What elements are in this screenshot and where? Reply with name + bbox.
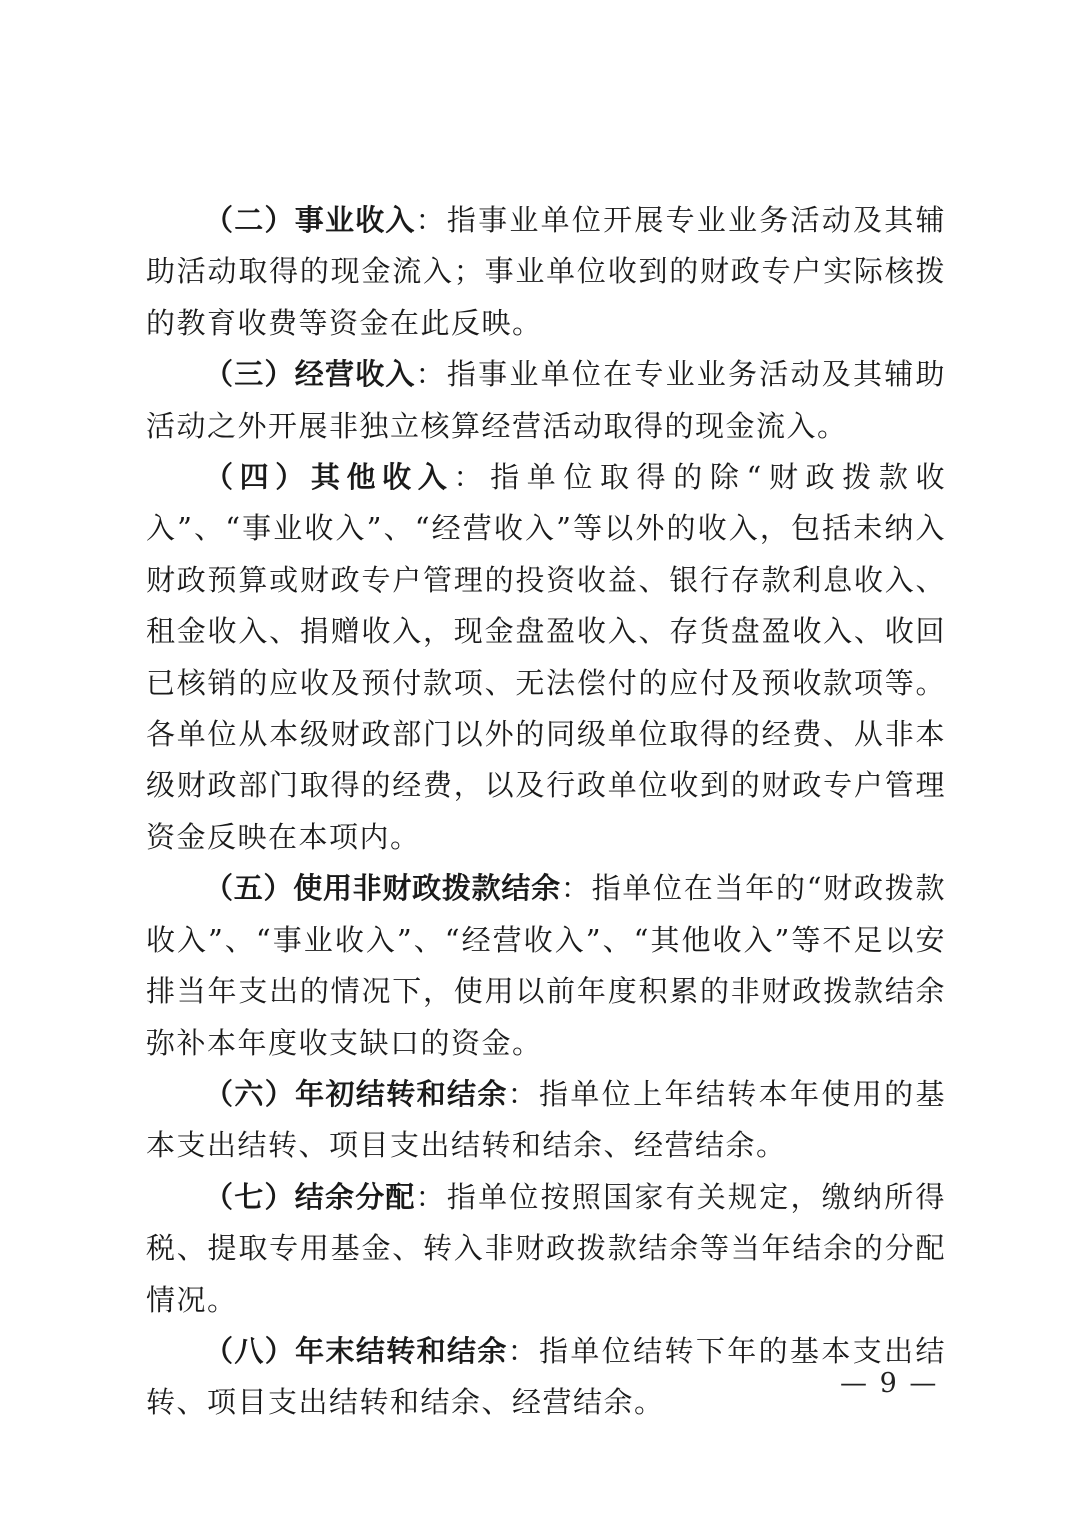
paragraph-heading: （三）经营收入 <box>204 357 416 392</box>
paragraph-other-income <box>146 452 946 863</box>
paragraph-text: ：指事业单位开展专业业务活动及其辅助活动取得的现金流入；事业单位收到的财政专户实际核拨的教育收费等资金在此反映。 <box>146 203 946 340</box>
paragraph-business-income <box>146 195 946 349</box>
paragraph-heading: （八）年末结转和结余 <box>204 1333 508 1368</box>
paragraph-text: ：指单位上年结转本年使用的基本支出结转、项目支出结转和结余、经营结余。 <box>146 1076 946 1163</box>
paragraph-text: ：指单位结转下年的基本支出结转、项目支出结转和结余、经营结余。 <box>146 1333 946 1420</box>
paragraph-text: ：指单位取得的除“财政拨款收入”、“事业收入”、“经营收入”等以外的收入，包括未纳入财政预算或财政专户管理的投资收益、银行存款利息收入、租金收入、捐赠收入，现金盘盈收入、存货盘盈收入、收回已核销的应收及预付款项、无法偿付的应付及预收款项等。各单位从本级财政部门以外的同级单位取得的经费、从非本级财政部门取得的经费，以及行政单位收到的财政专户管理资金反映在本项内。 <box>146 460 946 854</box>
paragraph-opening-carryover <box>146 1069 946 1172</box>
paragraph-surplus-distribution <box>146 1172 946 1326</box>
paragraph-text: ：指单位在当年的“财政拨款收入”、“事业收入”、“经营收入”、“其他收入”等不足以安排当年支出的情况下，使用以前年度积累的非财政拨款结余弥补本年度收支缺口的资金。 <box>146 871 946 1060</box>
page-number: — 9 — <box>840 1368 939 1399</box>
paragraph-operating-income <box>146 349 946 452</box>
document-body <box>146 195 946 1429</box>
paragraph-heading: （六）年初结转和结余 <box>204 1076 508 1111</box>
paragraph-heading: （四）其他收入 <box>204 460 454 495</box>
paragraph-heading: （二）事业收入 <box>204 203 416 237</box>
paragraph-text: ：指单位按照国家有关规定，缴纳所得税、提取专用基金、转入非财政拨款结余等当年结余的分配情况。 <box>146 1179 946 1317</box>
paragraph-closing-carryover <box>146 1326 946 1429</box>
paragraph-non-fiscal-balance-use <box>146 863 946 1069</box>
paragraph-heading: （七）结余分配 <box>204 1179 416 1214</box>
paragraph-heading: （五）使用非财政拨款结余 <box>204 871 561 906</box>
paragraph-text: ：指事业单位在专业业务活动及其辅助活动之外开展非独立核算经营活动取得的现金流入。 <box>146 357 946 443</box>
